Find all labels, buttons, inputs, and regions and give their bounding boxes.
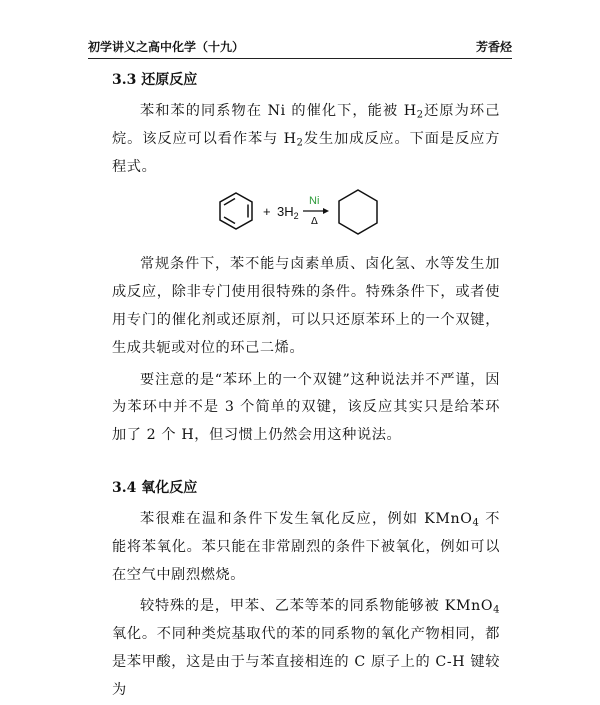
header-rule: [88, 58, 512, 59]
arrow-head-icon: [323, 208, 329, 214]
benzene-ring: [220, 193, 252, 229]
paragraph-oxidation-homologs: 较特殊的是，甲苯、乙苯等苯的同系物能够被 KMnO$_4$ 氧化。不同种类烷基取代的苯的同系物的氧化产物相同，都是苯甲酸，这是由于与苯直接相连的 C 原子上的 C-H 键较为: [112, 598, 500, 698]
benzene-hydrogenation-diagram: [217, 185, 407, 245]
section-heading-oxidation: 3.4 氧化反应: [112, 479, 198, 496]
paragraph-reduction-conditions: 常规条件下，苯不能与卤素单质、卤化氢、水等发生加成反应，除非专门使用很特殊的条件。特殊条件下，或者使用专门的催化剂或还原剂，可以只还原苯环上的一个双键，生成共轭或对位的环己二烯。: [112, 256, 500, 356]
header-topic: 芳香烃: [475, 39, 512, 54]
cyclohexane-ring: [339, 190, 377, 234]
page-content: [112, 64, 500, 705]
reaction-equation: [112, 185, 500, 247]
nickel-catalyst-label: Ni: [309, 195, 320, 208]
hydrogen-reagent: $3H_2$: [277, 204, 299, 222]
paragraph-reduction-intro: 苯和苯的同系物在 Ni 的催化下，能被 $H_2$还原为环己烷。该反应可以看作苯与 $H_2$发生加成反应。下面是反应方程式。: [112, 103, 500, 175]
page-header: [88, 36, 512, 56]
header-title: 初学讲义之高中化学（十九）: [88, 39, 245, 54]
plus-sign: +: [263, 204, 271, 220]
section-heading-reduction: 3.3 还原反应: [112, 72, 198, 88]
paragraph-oxidation-intro: 苯很难在温和条件下发生氧化反应，例如 KMnO$_4$ 不能将苯氧化。苯只能在非常剧烈的条件下被氧化，例如可以在空气中剧烈燃烧。: [112, 510, 500, 583]
heat-condition-label: Δ: [311, 216, 318, 228]
paragraph-reduction-note: 要注意的是“苯环上的一个双键”这种说法并不严谨，因为苯环中并不是 3 个简单的双键，该反应其实只是给苯环加了 2 个 H，但习惯上仍然会用这种说法。: [112, 371, 500, 444]
